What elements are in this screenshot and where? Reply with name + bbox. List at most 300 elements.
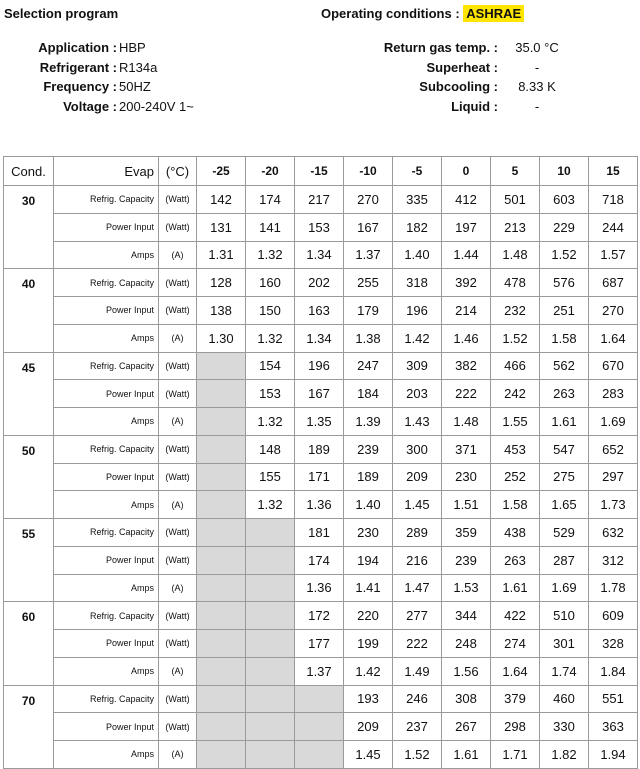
- empty-cell: [246, 519, 295, 547]
- value-cell: 422: [491, 602, 540, 630]
- value-cell: 239: [344, 435, 393, 463]
- info-label: Refrigerant :: [39, 59, 117, 75]
- value-cell: 371: [442, 435, 491, 463]
- value-cell: 131: [197, 213, 246, 241]
- value-cell: 1.48: [491, 241, 540, 269]
- value-cell: 1.46: [442, 324, 491, 352]
- metric-label: Amps: [54, 741, 159, 769]
- value-cell: 229: [540, 213, 589, 241]
- table-row: [4, 380, 638, 408]
- value-cell: 1.49: [393, 657, 442, 685]
- value-cell: 213: [491, 213, 540, 241]
- value-cell: 1.42: [344, 657, 393, 685]
- metric-label: Amps: [54, 408, 159, 436]
- value-cell: 1.94: [589, 741, 638, 769]
- info-value: -: [534, 98, 540, 114]
- selection-program-title: Selection program: [4, 6, 119, 21]
- operating-conditions-value: ASHRAE: [463, 5, 524, 22]
- cond-temp-cell: 40: [4, 269, 54, 352]
- value-cell: 1.51: [442, 491, 491, 519]
- value-cell: 547: [540, 435, 589, 463]
- value-cell: 289: [393, 519, 442, 547]
- empty-cell: [295, 713, 344, 741]
- metric-unit: (Watt): [159, 685, 197, 713]
- info-label: Superheat :: [426, 59, 498, 75]
- metric-unit: (Watt): [159, 602, 197, 630]
- evap-temp-header: 5: [491, 157, 540, 186]
- metric-label: Refrig. Capacity: [54, 435, 159, 463]
- empty-cell: [295, 741, 344, 769]
- value-cell: 1.32: [246, 491, 295, 519]
- value-cell: 1.53: [442, 574, 491, 602]
- value-cell: 251: [540, 297, 589, 325]
- cond-temp-cell: 45: [4, 352, 54, 435]
- value-cell: 1.44: [442, 241, 491, 269]
- table-row: [4, 574, 638, 602]
- empty-cell: [197, 546, 246, 574]
- value-cell: 172: [295, 602, 344, 630]
- unit-header: (°C): [159, 157, 197, 186]
- cond-temp-cell: 70: [4, 685, 54, 768]
- value-cell: 153: [295, 213, 344, 241]
- value-cell: 154: [246, 352, 295, 380]
- table-row: [4, 435, 638, 463]
- value-cell: 217: [295, 186, 344, 214]
- value-cell: 1.34: [295, 241, 344, 269]
- info-value: 50HZ: [119, 79, 151, 95]
- metric-label: Refrig. Capacity: [54, 519, 159, 547]
- info-label: Return gas temp. :: [383, 40, 498, 55]
- value-cell: 1.40: [393, 241, 442, 269]
- operating-conditions-label: Operating conditions :: [321, 6, 460, 21]
- value-cell: 632: [589, 519, 638, 547]
- info-row: [0, 97, 194, 117]
- value-cell: 1.31: [197, 241, 246, 269]
- value-cell: 412: [442, 186, 491, 214]
- metric-unit: (Watt): [159, 519, 197, 547]
- value-cell: 1.36: [295, 491, 344, 519]
- value-cell: 239: [442, 546, 491, 574]
- value-cell: 382: [442, 352, 491, 380]
- value-cell: 1.65: [540, 491, 589, 519]
- value-cell: 1.69: [589, 408, 638, 436]
- value-cell: 248: [442, 630, 491, 658]
- value-cell: 718: [589, 186, 638, 214]
- table-row: [4, 297, 638, 325]
- value-cell: 155: [246, 463, 295, 491]
- empty-cell: [197, 630, 246, 658]
- value-cell: 148: [246, 435, 295, 463]
- table-row: [4, 352, 638, 380]
- table-row: [4, 213, 638, 241]
- value-cell: 1.52: [540, 241, 589, 269]
- metric-label: Refrig. Capacity: [54, 685, 159, 713]
- metric-unit: (Watt): [159, 463, 197, 491]
- evap-temp-header: -25: [197, 157, 246, 186]
- value-cell: 501: [491, 186, 540, 214]
- value-cell: 609: [589, 602, 638, 630]
- value-cell: 237: [393, 713, 442, 741]
- value-cell: 510: [540, 602, 589, 630]
- empty-cell: [197, 463, 246, 491]
- value-cell: 603: [540, 186, 589, 214]
- value-cell: 196: [295, 352, 344, 380]
- empty-cell: [246, 741, 295, 769]
- value-cell: 1.69: [540, 574, 589, 602]
- metric-unit: (Watt): [159, 435, 197, 463]
- value-cell: 1.64: [589, 324, 638, 352]
- value-cell: 270: [344, 186, 393, 214]
- value-cell: 252: [491, 463, 540, 491]
- empty-cell: [197, 713, 246, 741]
- value-cell: 1.35: [295, 408, 344, 436]
- value-cell: 1.41: [344, 574, 393, 602]
- metric-unit: (Watt): [159, 213, 197, 241]
- value-cell: 242: [491, 380, 540, 408]
- empty-cell: [246, 602, 295, 630]
- value-cell: 209: [344, 713, 393, 741]
- value-cell: 1.58: [540, 324, 589, 352]
- info-label: Voltage :: [63, 98, 117, 114]
- value-cell: 275: [540, 463, 589, 491]
- empty-cell: [246, 630, 295, 658]
- metric-unit: (A): [159, 324, 197, 352]
- value-cell: 247: [344, 352, 393, 380]
- empty-cell: [246, 713, 295, 741]
- value-cell: 1.74: [540, 657, 589, 685]
- info-value: R134a: [119, 59, 158, 75]
- info-label: Subcooling :: [419, 79, 498, 95]
- metric-unit: (Watt): [159, 630, 197, 658]
- info-value: 35.0 °C: [515, 40, 559, 55]
- cond-temp-cell: 55: [4, 519, 54, 602]
- value-cell: 177: [295, 630, 344, 658]
- value-cell: 274: [491, 630, 540, 658]
- info-value: 8.33 K: [518, 79, 556, 95]
- value-cell: 277: [393, 602, 442, 630]
- info-row: [0, 58, 194, 78]
- info-row: [318, 58, 567, 78]
- value-cell: 1.30: [197, 324, 246, 352]
- value-cell: 1.58: [491, 491, 540, 519]
- table-row: [4, 602, 638, 630]
- info-value: HBP: [119, 40, 146, 55]
- value-cell: 478: [491, 269, 540, 297]
- empty-cell: [197, 574, 246, 602]
- value-cell: 209: [393, 463, 442, 491]
- value-cell: 202: [295, 269, 344, 297]
- value-cell: 167: [344, 213, 393, 241]
- empty-cell: [197, 435, 246, 463]
- metric-label: Amps: [54, 657, 159, 685]
- value-cell: 308: [442, 685, 491, 713]
- operating-conditions: [321, 6, 524, 21]
- value-cell: 1.32: [246, 324, 295, 352]
- value-cell: 138: [197, 297, 246, 325]
- info-row: [318, 77, 567, 97]
- value-cell: 551: [589, 685, 638, 713]
- table-row: [4, 741, 638, 769]
- value-cell: 1.55: [491, 408, 540, 436]
- metric-label: Amps: [54, 324, 159, 352]
- value-cell: 1.38: [344, 324, 393, 352]
- value-cell: 1.73: [589, 491, 638, 519]
- performance-table: [3, 156, 638, 769]
- table-header-row: [4, 157, 638, 186]
- value-cell: 214: [442, 297, 491, 325]
- value-cell: 1.56: [442, 657, 491, 685]
- empty-cell: [246, 657, 295, 685]
- metric-label: Amps: [54, 491, 159, 519]
- cond-temp-cell: 30: [4, 186, 54, 269]
- metric-unit: (Watt): [159, 269, 197, 297]
- info-row: [0, 77, 194, 97]
- value-cell: 1.84: [589, 657, 638, 685]
- left-info-panel: [0, 38, 194, 116]
- info-row: [318, 97, 567, 117]
- value-cell: 174: [246, 186, 295, 214]
- evap-temp-header: -5: [393, 157, 442, 186]
- value-cell: 174: [295, 546, 344, 574]
- value-cell: 1.36: [295, 574, 344, 602]
- value-cell: 344: [442, 602, 491, 630]
- cond-header: Cond.: [4, 157, 54, 186]
- value-cell: 222: [393, 630, 442, 658]
- metric-label: Power Input: [54, 297, 159, 325]
- evap-temp-header: 0: [442, 157, 491, 186]
- value-cell: 328: [589, 630, 638, 658]
- value-cell: 232: [491, 297, 540, 325]
- metric-label: Power Input: [54, 380, 159, 408]
- value-cell: 199: [344, 630, 393, 658]
- value-cell: 153: [246, 380, 295, 408]
- value-cell: 1.52: [393, 741, 442, 769]
- empty-cell: [246, 574, 295, 602]
- metric-label: Refrig. Capacity: [54, 352, 159, 380]
- table-row: [4, 491, 638, 519]
- info-value: -: [534, 59, 540, 75]
- empty-cell: [246, 685, 295, 713]
- value-cell: 1.43: [393, 408, 442, 436]
- empty-cell: [295, 685, 344, 713]
- value-cell: 255: [344, 269, 393, 297]
- table-row: [4, 186, 638, 214]
- evap-temp-header: -20: [246, 157, 295, 186]
- empty-cell: [197, 491, 246, 519]
- value-cell: 230: [344, 519, 393, 547]
- value-cell: 298: [491, 713, 540, 741]
- value-cell: 142: [197, 186, 246, 214]
- metric-label: Refrig. Capacity: [54, 186, 159, 214]
- empty-cell: [197, 685, 246, 713]
- value-cell: 267: [442, 713, 491, 741]
- value-cell: 1.61: [491, 574, 540, 602]
- value-cell: 1.45: [393, 491, 442, 519]
- value-cell: 392: [442, 269, 491, 297]
- metric-unit: (A): [159, 741, 197, 769]
- value-cell: 1.34: [295, 324, 344, 352]
- table-row: [4, 657, 638, 685]
- evap-temp-header: 10: [540, 157, 589, 186]
- value-cell: 1.78: [589, 574, 638, 602]
- value-cell: 196: [393, 297, 442, 325]
- metric-unit: (Watt): [159, 352, 197, 380]
- value-cell: 1.47: [393, 574, 442, 602]
- metric-label: Refrig. Capacity: [54, 602, 159, 630]
- value-cell: 1.32: [246, 408, 295, 436]
- value-cell: 189: [295, 435, 344, 463]
- metric-label: Power Input: [54, 213, 159, 241]
- value-cell: 220: [344, 602, 393, 630]
- info-row: [318, 38, 567, 58]
- table-row: [4, 324, 638, 352]
- value-cell: 1.45: [344, 741, 393, 769]
- value-cell: 453: [491, 435, 540, 463]
- value-cell: 197: [442, 213, 491, 241]
- value-cell: 576: [540, 269, 589, 297]
- value-cell: 1.40: [344, 491, 393, 519]
- value-cell: 359: [442, 519, 491, 547]
- metric-label: Amps: [54, 241, 159, 269]
- info-label: Application :: [38, 40, 117, 55]
- value-cell: 1.71: [491, 741, 540, 769]
- value-cell: 189: [344, 463, 393, 491]
- evap-temp-header: 15: [589, 157, 638, 186]
- value-cell: 1.37: [295, 657, 344, 685]
- value-cell: 182: [393, 213, 442, 241]
- value-cell: 244: [589, 213, 638, 241]
- value-cell: 287: [540, 546, 589, 574]
- evap-temp-header: -10: [344, 157, 393, 186]
- cond-temp-cell: 60: [4, 602, 54, 685]
- table-row: [4, 546, 638, 574]
- value-cell: 283: [589, 380, 638, 408]
- evap-header: Evap: [54, 157, 159, 186]
- metric-unit: (A): [159, 657, 197, 685]
- metric-label: Power Input: [54, 463, 159, 491]
- value-cell: 652: [589, 435, 638, 463]
- table-body: [4, 186, 638, 769]
- value-cell: 270: [589, 297, 638, 325]
- value-cell: 301: [540, 630, 589, 658]
- evap-temp-header: -15: [295, 157, 344, 186]
- metric-unit: (Watt): [159, 713, 197, 741]
- value-cell: 330: [540, 713, 589, 741]
- value-cell: 216: [393, 546, 442, 574]
- value-cell: 309: [393, 352, 442, 380]
- value-cell: 335: [393, 186, 442, 214]
- value-cell: 1.61: [540, 408, 589, 436]
- value-cell: 312: [589, 546, 638, 574]
- info-label: Liquid :: [451, 98, 498, 114]
- value-cell: 687: [589, 269, 638, 297]
- value-cell: 163: [295, 297, 344, 325]
- empty-cell: [197, 602, 246, 630]
- metric-unit: (Watt): [159, 297, 197, 325]
- value-cell: 193: [344, 685, 393, 713]
- value-cell: 203: [393, 380, 442, 408]
- value-cell: 300: [393, 435, 442, 463]
- metric-label: Amps: [54, 574, 159, 602]
- empty-cell: [197, 741, 246, 769]
- value-cell: 160: [246, 269, 295, 297]
- table-row: [4, 241, 638, 269]
- info-label: Frequency :: [43, 79, 117, 95]
- metric-unit: (A): [159, 241, 197, 269]
- table-row: [4, 630, 638, 658]
- value-cell: 141: [246, 213, 295, 241]
- value-cell: 1.37: [344, 241, 393, 269]
- value-cell: 263: [491, 546, 540, 574]
- value-cell: 438: [491, 519, 540, 547]
- metric-label: Power Input: [54, 630, 159, 658]
- empty-cell: [197, 408, 246, 436]
- metric-unit: (Watt): [159, 546, 197, 574]
- value-cell: 1.39: [344, 408, 393, 436]
- table-row: [4, 269, 638, 297]
- value-cell: 460: [540, 685, 589, 713]
- empty-cell: [197, 657, 246, 685]
- value-cell: 150: [246, 297, 295, 325]
- table-row: [4, 685, 638, 713]
- empty-cell: [197, 380, 246, 408]
- metric-unit: (A): [159, 491, 197, 519]
- value-cell: 1.42: [393, 324, 442, 352]
- value-cell: 1.82: [540, 741, 589, 769]
- empty-cell: [197, 352, 246, 380]
- metric-label: Power Input: [54, 713, 159, 741]
- table-row: [4, 463, 638, 491]
- right-info-panel: [318, 38, 567, 116]
- info-value: 200-240V 1~: [119, 98, 194, 114]
- value-cell: 529: [540, 519, 589, 547]
- value-cell: 670: [589, 352, 638, 380]
- value-cell: 379: [491, 685, 540, 713]
- value-cell: 1.61: [442, 741, 491, 769]
- value-cell: 1.32: [246, 241, 295, 269]
- cond-temp-cell: 50: [4, 435, 54, 518]
- value-cell: 297: [589, 463, 638, 491]
- value-cell: 1.64: [491, 657, 540, 685]
- empty-cell: [246, 546, 295, 574]
- value-cell: 466: [491, 352, 540, 380]
- value-cell: 171: [295, 463, 344, 491]
- metric-unit: (A): [159, 408, 197, 436]
- empty-cell: [197, 519, 246, 547]
- table-row: [4, 519, 638, 547]
- value-cell: 246: [393, 685, 442, 713]
- value-cell: 179: [344, 297, 393, 325]
- value-cell: 1.52: [491, 324, 540, 352]
- value-cell: 222: [442, 380, 491, 408]
- metric-unit: (A): [159, 574, 197, 602]
- value-cell: 263: [540, 380, 589, 408]
- table-row: [4, 408, 638, 436]
- value-cell: 167: [295, 380, 344, 408]
- value-cell: 230: [442, 463, 491, 491]
- metric-unit: (Watt): [159, 186, 197, 214]
- value-cell: 363: [589, 713, 638, 741]
- value-cell: 181: [295, 519, 344, 547]
- value-cell: 318: [393, 269, 442, 297]
- table-row: [4, 713, 638, 741]
- metric-label: Refrig. Capacity: [54, 269, 159, 297]
- value-cell: 184: [344, 380, 393, 408]
- value-cell: 1.57: [589, 241, 638, 269]
- value-cell: 562: [540, 352, 589, 380]
- metric-unit: (Watt): [159, 380, 197, 408]
- info-row: [0, 38, 194, 58]
